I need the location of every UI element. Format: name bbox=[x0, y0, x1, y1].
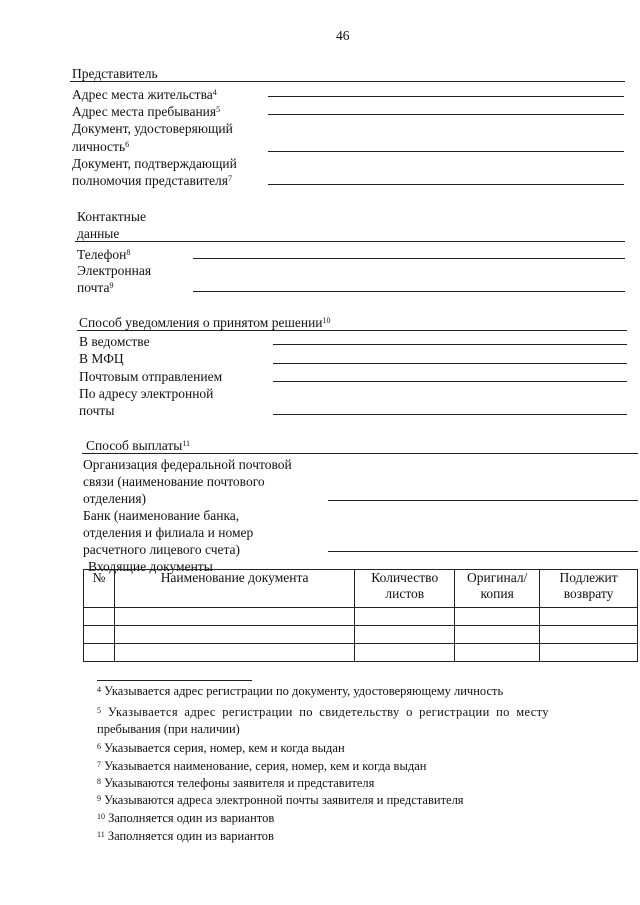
table-header-row bbox=[84, 570, 638, 608]
footnote-7: $^7$ Указывается наименование, серия, номер, кем и когда выдан bbox=[97, 759, 427, 773]
notify-option-email-2: почты bbox=[79, 403, 115, 418]
notify-option-agency: В ведомстве bbox=[79, 334, 150, 349]
incoming-heading: Входящие документы bbox=[88, 559, 213, 574]
contacts-heading-2: данные bbox=[77, 226, 120, 241]
divider bbox=[75, 241, 625, 242]
col-return: Подлежит возврату bbox=[540, 570, 638, 608]
payment-bank-2: отделения и филиала и номер bbox=[83, 525, 254, 540]
page-number: 46 bbox=[336, 28, 350, 43]
payment-post-2: связи (наименование почтового bbox=[83, 474, 265, 489]
notify-mfc-field[interactable] bbox=[273, 363, 627, 364]
residence-field[interactable] bbox=[268, 96, 624, 97]
email-field[interactable] bbox=[193, 291, 625, 292]
notify-post-field[interactable] bbox=[273, 381, 627, 382]
power-doc-label-2: полномочия представителя$^7$ bbox=[72, 173, 232, 188]
payment-bank-3: расчетного лицевого счета) bbox=[83, 542, 241, 557]
notify-agency-field[interactable] bbox=[273, 344, 627, 345]
id-doc-field[interactable] bbox=[268, 151, 624, 152]
phone-label: Телефон$^8$ bbox=[77, 247, 131, 262]
footnote-separator bbox=[97, 680, 252, 681]
notify-option-mfc: В МФЦ bbox=[79, 351, 124, 366]
id-doc-label-1: Документ, удостоверяющий bbox=[72, 121, 233, 136]
email-label-1: Электронная bbox=[77, 263, 152, 278]
incoming-docs-table bbox=[83, 569, 638, 662]
payment-post-field[interactable] bbox=[328, 500, 638, 501]
footnote-10: $^{10}$ Заполняется один из вариантов bbox=[97, 811, 275, 825]
notify-email-field[interactable] bbox=[273, 414, 627, 415]
divider bbox=[82, 453, 638, 454]
table-row[interactable] bbox=[84, 608, 638, 626]
payment-bank-1: Банк (наименование банка, bbox=[83, 508, 240, 523]
divider bbox=[70, 81, 625, 82]
table-row[interactable] bbox=[84, 626, 638, 644]
col-number: № bbox=[84, 570, 115, 608]
footnote-4: $^4$ Указывается адрес регистрации по документу, удостоверяющему личность bbox=[97, 684, 504, 698]
residence-label: Адрес места жительства$^4$ bbox=[72, 87, 217, 102]
table-row[interactable] bbox=[84, 644, 638, 662]
notify-option-post: Почтовым отправлением bbox=[79, 369, 223, 384]
footnote-5: $^5$ Указывается адрес регистрации по свидетельству о регистрации по месту bbox=[97, 705, 549, 719]
notify-heading: Способ уведомления о принятом решении$^{10}$ bbox=[79, 315, 331, 330]
footnote-6: $^6$ Указывается серия, номер, кем и когда выдан bbox=[97, 741, 345, 755]
divider bbox=[77, 330, 627, 331]
footnote-11: $^{11}$ Заполняется один из вариантов bbox=[97, 829, 274, 843]
id-doc-label-2: личность$^6$ bbox=[72, 139, 130, 154]
footnote-9: $^9$ Указываются адреса электронной почты заявителя и представителя bbox=[97, 793, 464, 807]
contacts-heading-1: Контактные bbox=[77, 209, 146, 224]
footnote-5-cont: пребывания (при наличии) bbox=[97, 722, 240, 736]
col-doc-name: Наименование документа bbox=[114, 570, 354, 608]
phone-field[interactable] bbox=[193, 258, 625, 259]
stay-field[interactable] bbox=[268, 114, 624, 115]
payment-post-1: Организация федеральной почтовой bbox=[83, 457, 292, 472]
notify-option-email-1: По адресу электронной bbox=[79, 386, 214, 401]
footnote-8: $^8$ Указываются телефоны заявителя и представителя bbox=[97, 776, 375, 790]
stay-label: Адрес места пребывания$^5$ bbox=[72, 104, 221, 119]
payment-heading: Способ выплаты$^{11}$ bbox=[86, 438, 191, 453]
representative-heading: Представитель bbox=[72, 66, 158, 81]
col-sheets: Количество листов bbox=[355, 570, 455, 608]
payment-post-3: отделения) bbox=[83, 491, 147, 506]
power-doc-label-1: Документ, подтверждающий bbox=[72, 156, 237, 171]
power-doc-field[interactable] bbox=[268, 184, 624, 185]
col-original: Оригинал/ копия bbox=[455, 570, 540, 608]
email-label-2: почта$^9$ bbox=[77, 280, 114, 295]
payment-bank-field[interactable] bbox=[328, 551, 638, 552]
